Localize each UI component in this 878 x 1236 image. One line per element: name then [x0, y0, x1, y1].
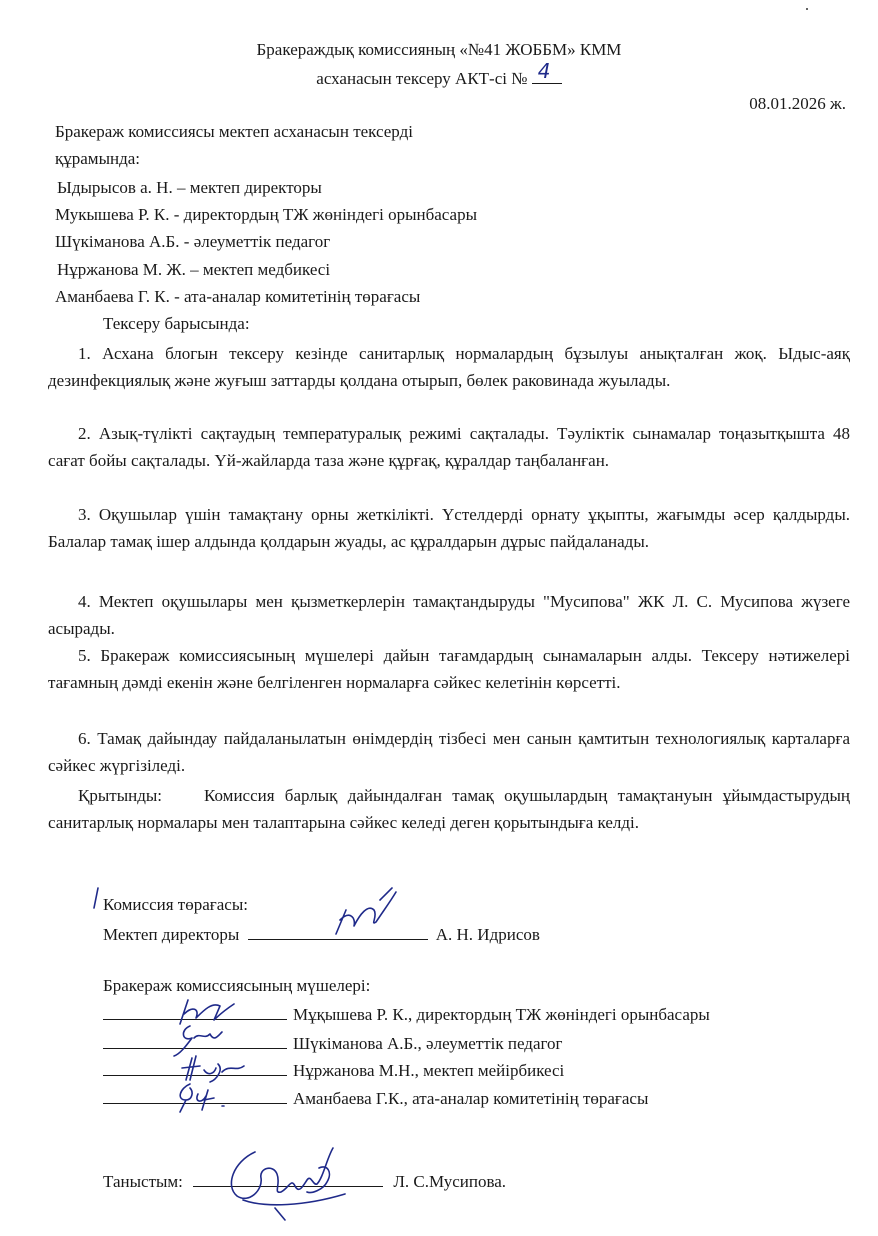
- member-line: Нұржанова М. Ж. – мектеп медбикесі: [57, 260, 331, 279]
- inspection-item: 1. Асхана блогын тексеру кезінде санитарлық нормалардың бұзылуы анықталған жоқ. Ыдыс-аяқ дезинфекциялық және жуғыш заттарды қолдана отырып, бөлек раковинада жуылады.: [48, 344, 850, 390]
- ack-name: Л. С.Мусипова.: [393, 1172, 507, 1191]
- member-line: Мукышева Р. К. - директордың ТЖ жөніндегі орынбасары: [55, 205, 478, 224]
- members-label: Бракераж комиссиясының мүшелері:: [103, 976, 371, 995]
- inspection-item: 5. Бракераж комиссиясының мүшелері дайын тағамдардың сынамаларын алды. Тексеру нәтижелері тағамның дәмді екенін және белгіленген нормаларға сәйкес келетінін көрсетті.: [48, 646, 850, 692]
- act-number: 4: [537, 59, 551, 83]
- title-prefix: асханасын тексеру АКТ-сі №: [316, 69, 528, 88]
- director-signature: [330, 880, 410, 940]
- inspection-heading: Тексеру барысында:: [103, 314, 250, 333]
- scan-dot: [806, 8, 808, 10]
- intro-line1: Бракераж комиссиясы мектеп асханасын тексерді: [55, 122, 413, 141]
- document-date: 08.01.2026 ж.: [749, 94, 846, 113]
- act-number-field: [532, 59, 562, 84]
- member-name: Аманбаева Г.К., ата-аналар комитетінің төрағасы: [293, 1089, 649, 1108]
- director-name: А. Н. Идрисов: [435, 925, 540, 944]
- conclusion: [48, 782, 850, 836]
- member-line: Аманбаева Г. К. - ата-аналар комитетінің төрағасы: [55, 287, 421, 306]
- member-line: Шүкіманова А.Б. - әлеуметтік педагог: [55, 232, 331, 251]
- inspection-item: 4. Мектеп оқушылары мен қызметкерлерін тамақтандыруды "Мусипова" ЖК Л. С. Мусипова жүзеге асырады.: [48, 592, 850, 638]
- member-name: Мұқышева Р. К., директордың ТЖ жөніндегі орынбасары: [293, 1005, 710, 1024]
- member-name: Нұржанова М.Н., мектеп мейірбикесі: [293, 1061, 565, 1080]
- director-line: [103, 925, 540, 945]
- director-label: Мектеп директоры: [103, 925, 240, 944]
- member-name: Шүкіманова А.Б., әлеуметтік педагог: [293, 1034, 563, 1053]
- document-title-line2: [0, 59, 878, 89]
- inspection-item: 6. Тамақ дайындау пайдаланылатын өнімдердің тізбесі мен санын қамтитын технологиялық карталарға сәйкес жүргізіледі.: [48, 729, 850, 775]
- conclusion-text: Комиссия барлық дайындалған тамақ оқушылардың тамақтануын ұйымдастырудың санитарлық нормалары мен талаптарына сәйкес келеді деген қорытындыға келді.: [48, 786, 850, 832]
- document-title-line1: Бракераждық комиссияның «№41 ЖОББМ» КММ: [256, 40, 622, 59]
- ack-label: Таныстым:: [103, 1172, 183, 1191]
- conclusion-label: Қрытынды:: [78, 786, 163, 805]
- member-signature: [150, 1080, 240, 1116]
- intro-line2: құрамында:: [55, 149, 140, 168]
- chair-label: Комиссия төрағасы:: [103, 895, 248, 914]
- inspection-item: 2. Азық-түлікті сақтаудың температуралық режимі сақталады. Тәуліктік сынамалар тоңазытқышта 48 сағат бойы сақталады. Үй-жайларда таза және құрғақ, құралдар таңбаланған.: [48, 424, 850, 470]
- inspection-item: 3. Оқушылар үшін тамақтану орны жеткілікті. Үстелдерді орнату ұқыпты, жағымды әсер қалдырды. Балалар тамақ ішер алдында қолдарын жуады, ас құралдарын дұрыс пайдаланады.: [48, 505, 850, 551]
- member-line: Ыдырысов а. Н. – мектеп директоры: [57, 178, 322, 197]
- acknowledgement-signature: [215, 1138, 365, 1228]
